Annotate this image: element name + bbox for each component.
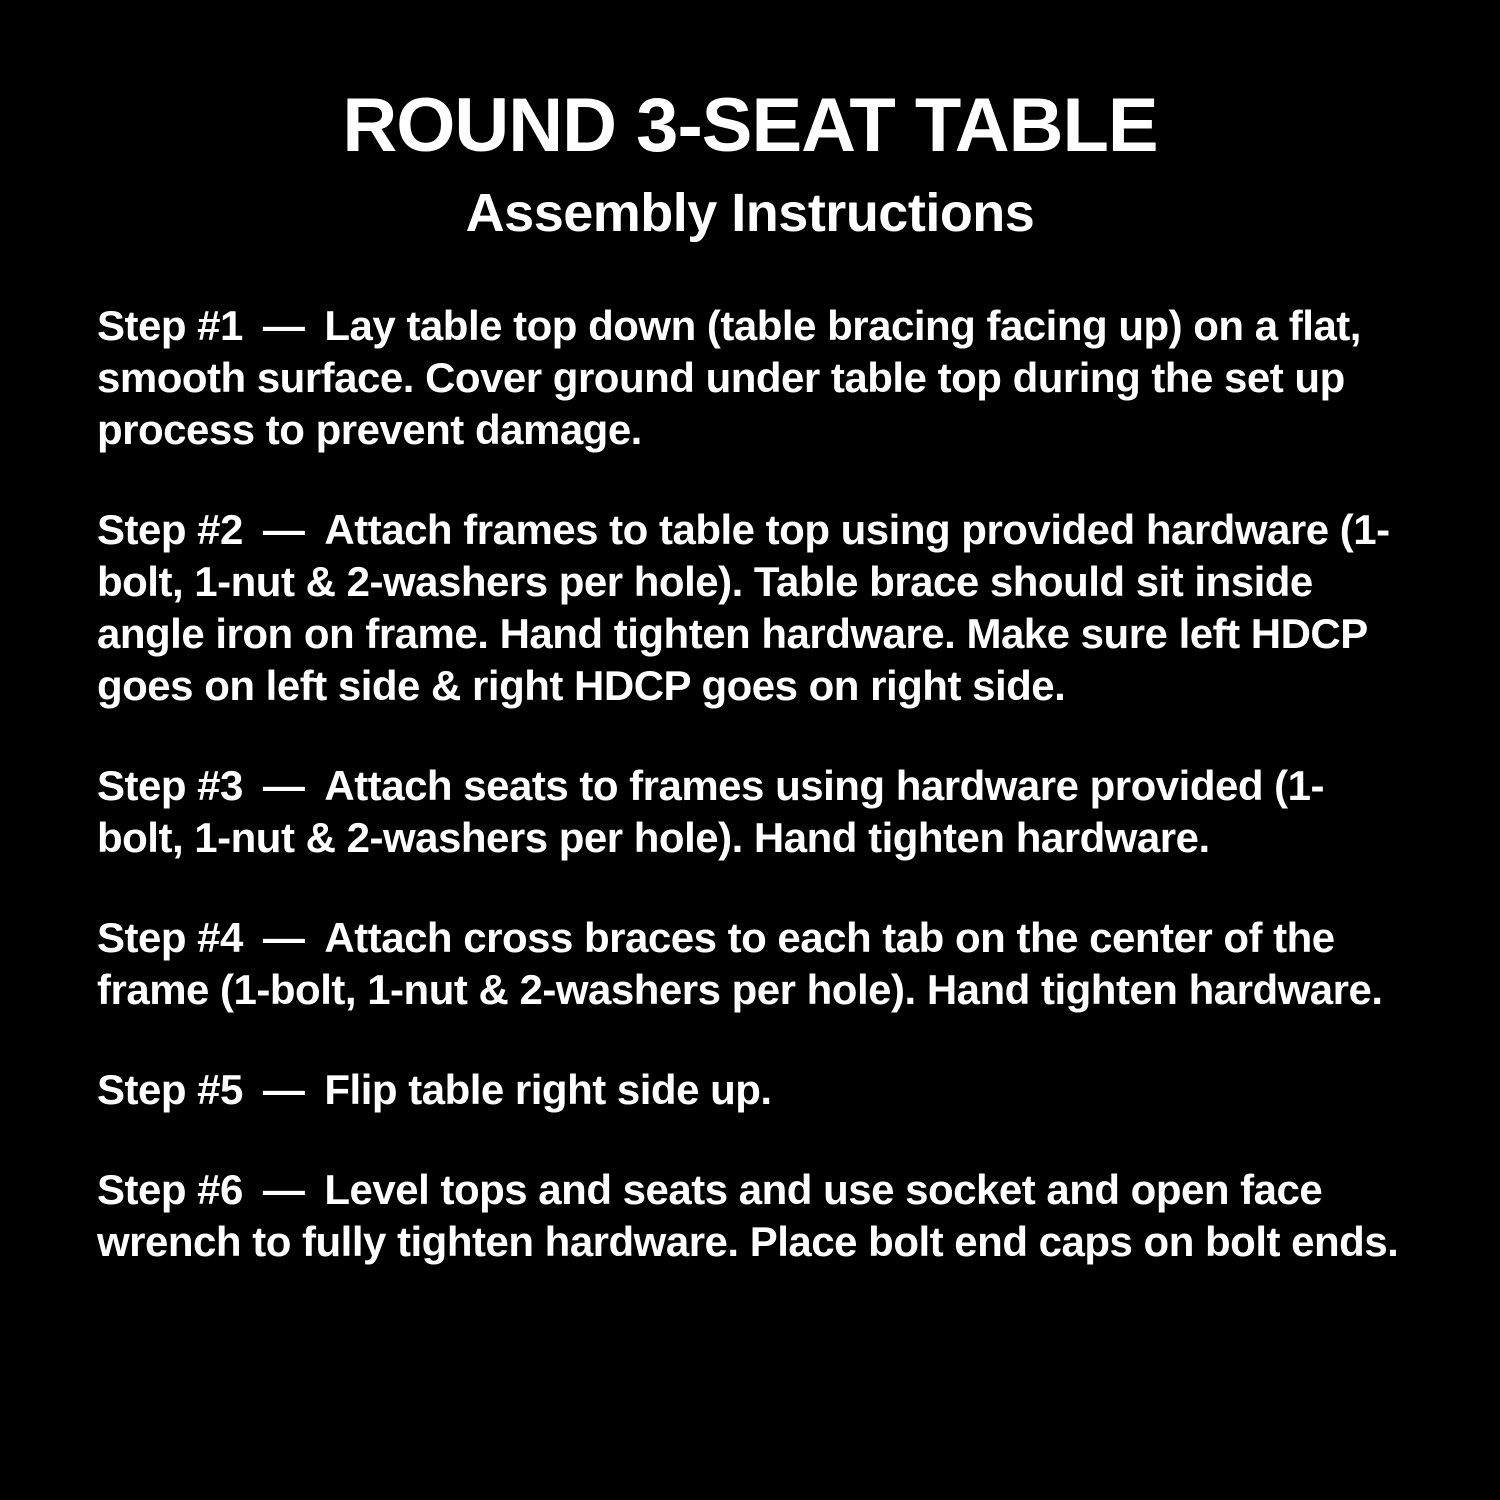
- step-2-separator: —: [262, 506, 305, 553]
- step-5-text: Flip table right side up.: [324, 1066, 772, 1113]
- step-4-label: Step #4: [97, 914, 243, 961]
- step-5-label: Step #5: [97, 1066, 243, 1113]
- step-3-text: Attach seats to frames using hardware provided (1-bolt, 1-nut & 2-washers per hole). Hand tighten hardware.: [97, 762, 1324, 861]
- step-3-separator: —: [262, 762, 305, 809]
- step-2-label: Step #2: [97, 506, 243, 553]
- step-6: [97, 1164, 1400, 1268]
- step-1-separator: —: [262, 302, 305, 349]
- page-subtitle: Assembly Instructions: [465, 183, 1035, 243]
- step-4-separator: —: [262, 914, 305, 961]
- page-title: ROUND 3-SEAT TABLE: [342, 83, 1158, 168]
- step-5: [97, 1064, 1400, 1116]
- step-1-label: Step #1: [97, 302, 243, 349]
- step-1: [97, 300, 1400, 456]
- step-6-text: Level tops and seats and use socket and open face wrench to fully tighten hardware. Place bolt end caps on bolt ends.: [97, 1166, 1399, 1265]
- step-6-label: Step #6: [97, 1166, 243, 1213]
- step-4-text: Attach cross braces to each tab on the center of the frame (1-bolt, 1-nut & 2-washers per hole). Hand tighten hardware.: [97, 914, 1383, 1013]
- step-2: [97, 504, 1400, 712]
- header: [0, 0, 1500, 243]
- step-5-separator: —: [262, 1066, 305, 1113]
- step-2-text: Attach frames to table top using provided hardware (1-bolt, 1-nut & 2-washers per hole). Table brace should sit inside angle iron on frame. Hand tighten hardware. Make sure left HDCP goes on left side & right HDCP goes on right side.: [97, 506, 1390, 709]
- step-4: [97, 912, 1400, 1016]
- step-1-text: Lay table top down (table bracing facing up) on a flat, smooth surface. Cover ground under table top during the set up process to prevent damage.: [97, 302, 1361, 453]
- step-3: [97, 760, 1400, 864]
- steps-list: [97, 300, 1400, 1268]
- step-6-separator: —: [262, 1166, 305, 1213]
- step-3-label: Step #3: [97, 762, 243, 809]
